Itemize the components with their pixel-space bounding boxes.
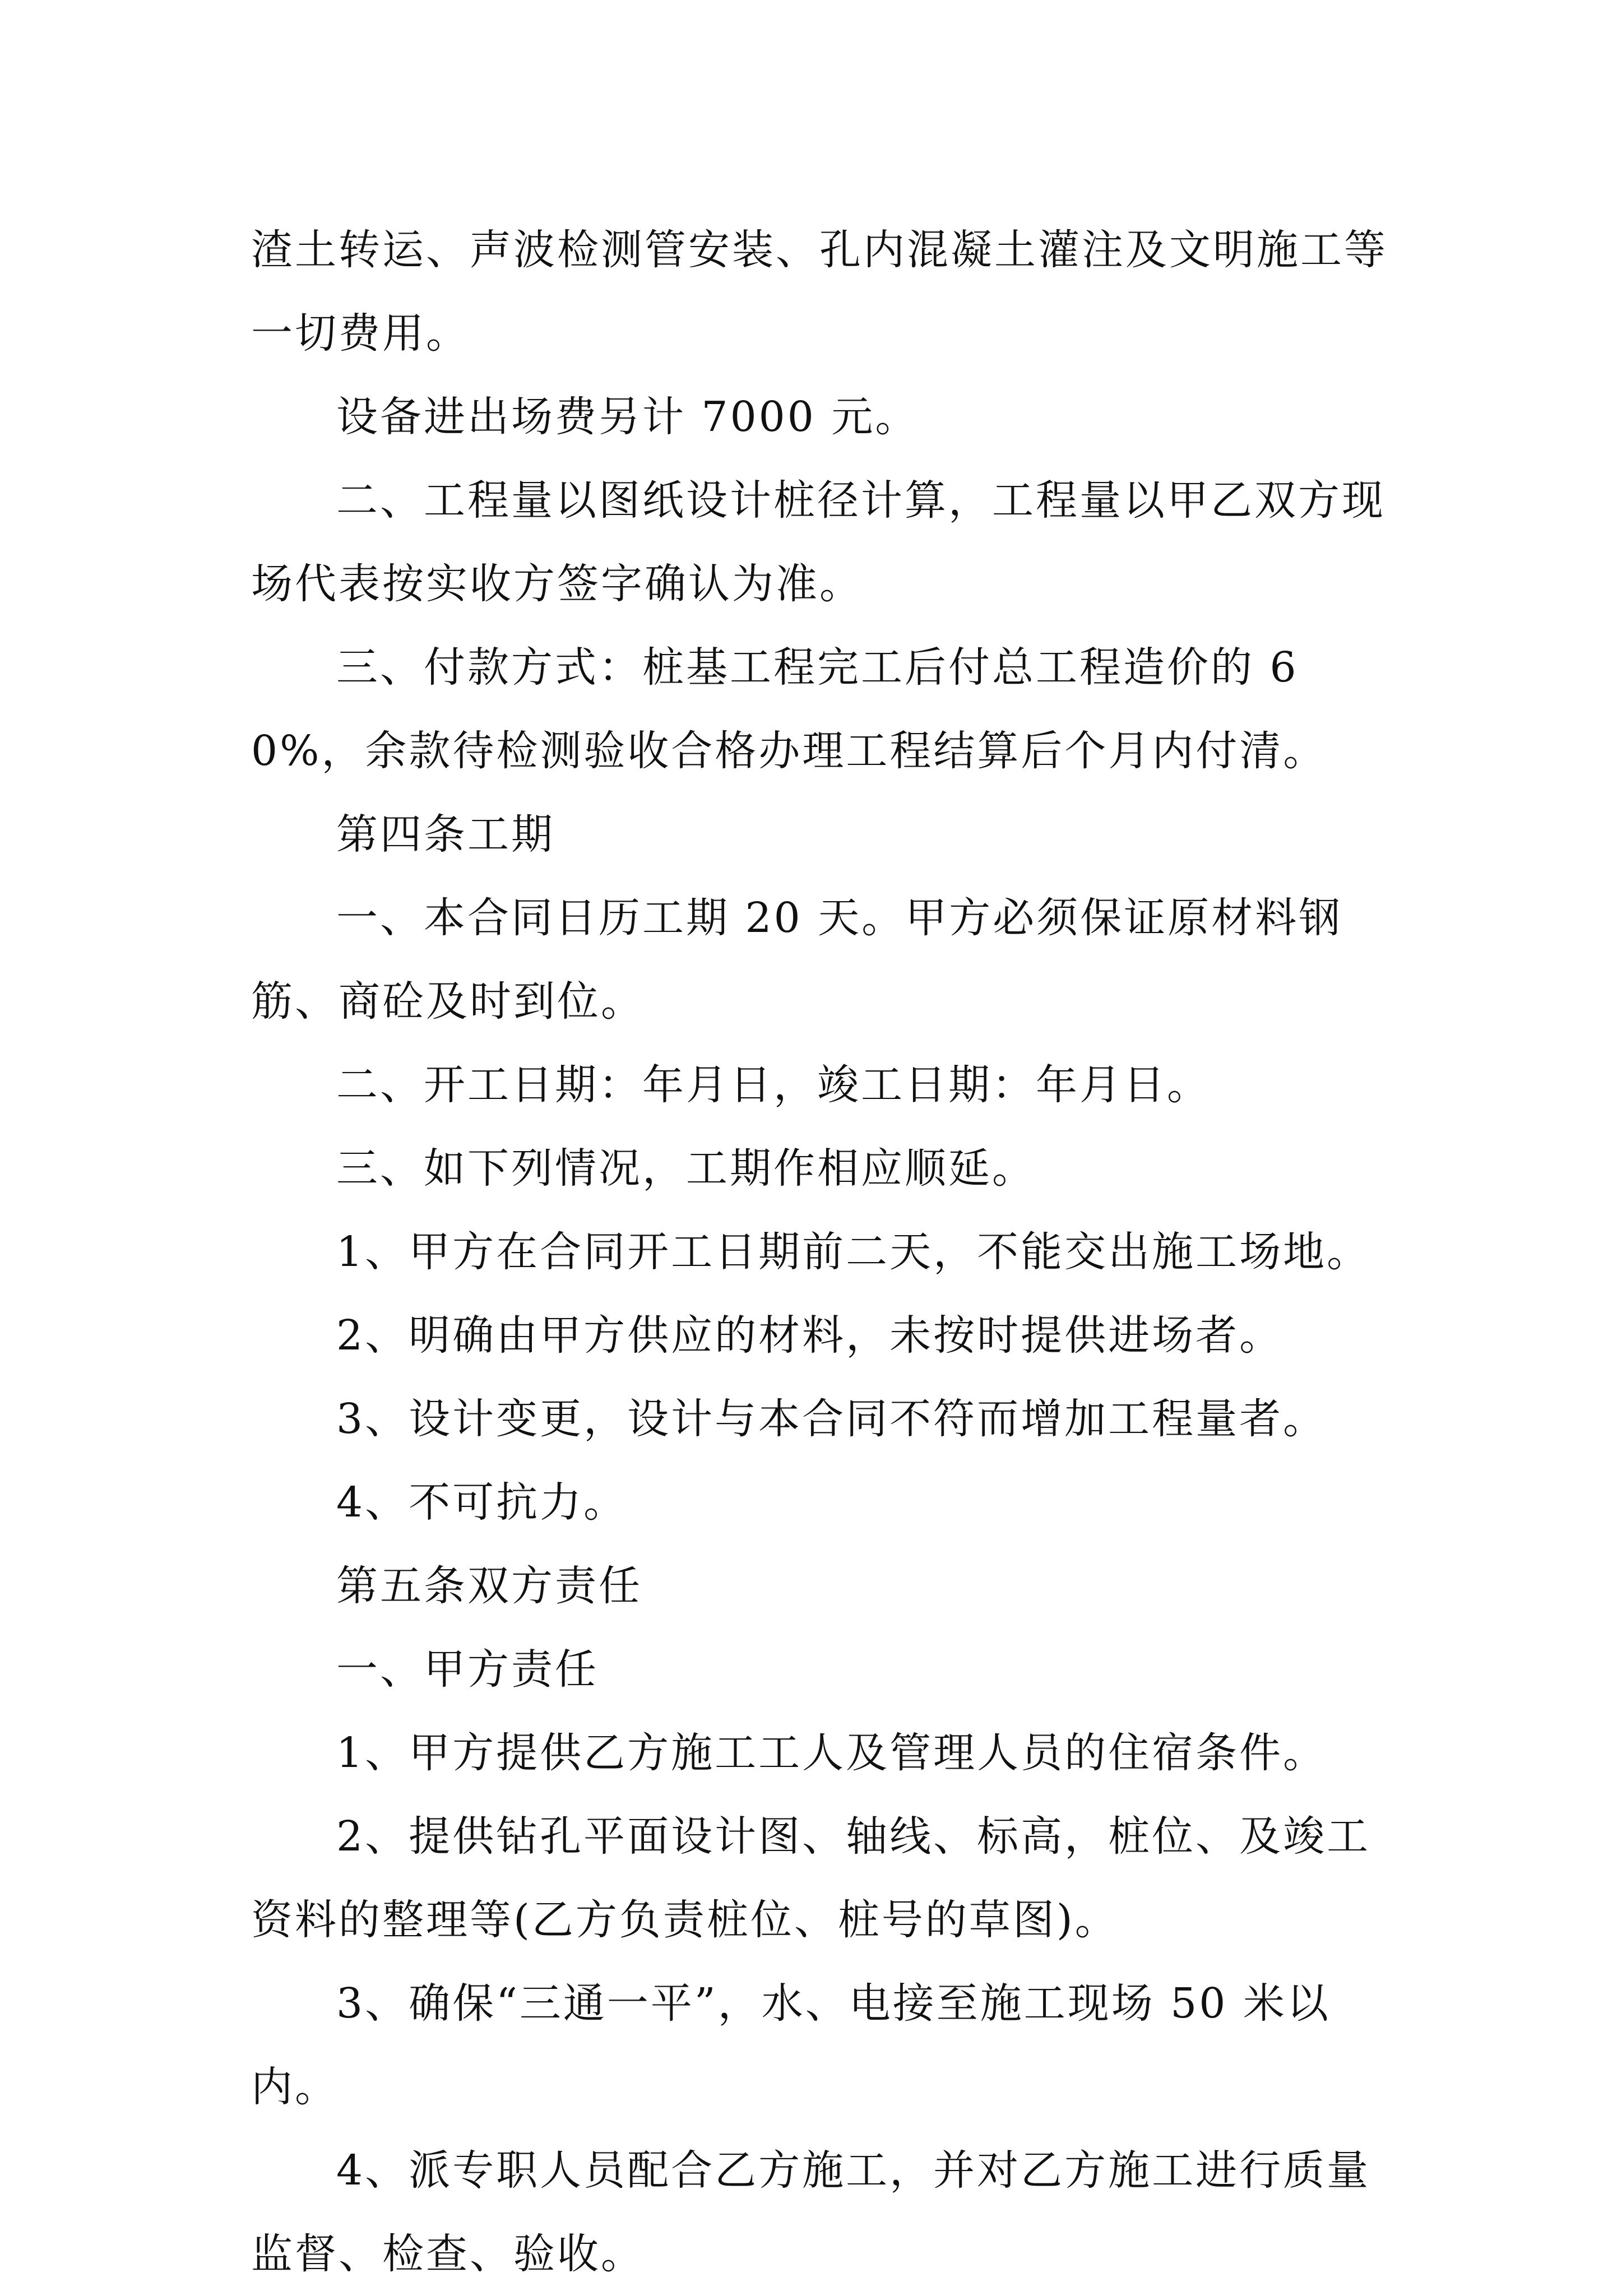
list-item-extension-1: 1、甲方在合同开工日期前二天，不能交出施工场地。 <box>336 1228 1371 1276</box>
paragraph-equipment-fee: 设备进出场费另计 7000 元。 <box>336 393 919 441</box>
paragraph-costs-continued: 渣土转运、声波检测管安装、孔内混凝土灌注及文明施工等一切费用。 <box>251 226 1388 358</box>
section-heading-responsibilities: 第五条双方责任 <box>336 1562 642 1610</box>
paragraph-quantity-calculation: 二、工程量以图纸设计桩径计算，工程量以甲乙双方现场代表按实收方签字确认为准。 <box>251 476 1385 608</box>
paragraph-start-end-dates: 二、开工日期：年月日，竣工日期：年月日。 <box>336 1061 1211 1109</box>
list-item-responsibility-3: 3、确保“三通一平”，水、电接至施工现场 50 米以内。 <box>251 1979 1331 2111</box>
list-item-responsibility-1: 1、甲方提供乙方施工工人及管理人员的住宿条件。 <box>336 1729 1327 1777</box>
list-item-responsibility-4: 4、派专职人员配合乙方施工，并对乙方施工进行质量监督、检查、验收。 <box>251 2146 1371 2278</box>
paragraph-extension-conditions: 三、如下列情况，工期作相应顺延。 <box>336 1144 1036 1193</box>
document-body <box>251 208 1394 2296</box>
subheading-party-a-responsibility: 一、甲方责任 <box>336 1645 599 1694</box>
list-item-responsibility-2: 2、提供钻孔平面设计图、轴线、标高，桩位、及竣工资料的整理等(乙方负责桩位、桩号的草图)。 <box>251 1812 1371 1944</box>
paragraph-payment-method: 三、付款方式：桩基工程完工后付总工程造价的 60%，余款待检测验收合格办理工程结算后个月内付清。 <box>251 643 1327 775</box>
section-heading-schedule: 第四条工期 <box>336 810 555 859</box>
list-item-extension-2: 2、明确由甲方供应的材料，未按时提供进场者。 <box>336 1311 1283 1360</box>
list-item-extension-4: 4、不可抗力。 <box>336 1478 628 1527</box>
paragraph-schedule-duration: 一、本合同日历工期 20 天。甲方必须保证原材料钢筋、商砼及时到位。 <box>251 894 1343 1026</box>
list-item-extension-3: 3、设计变更，设计与本合同不符而增加工程量者。 <box>336 1395 1327 1443</box>
